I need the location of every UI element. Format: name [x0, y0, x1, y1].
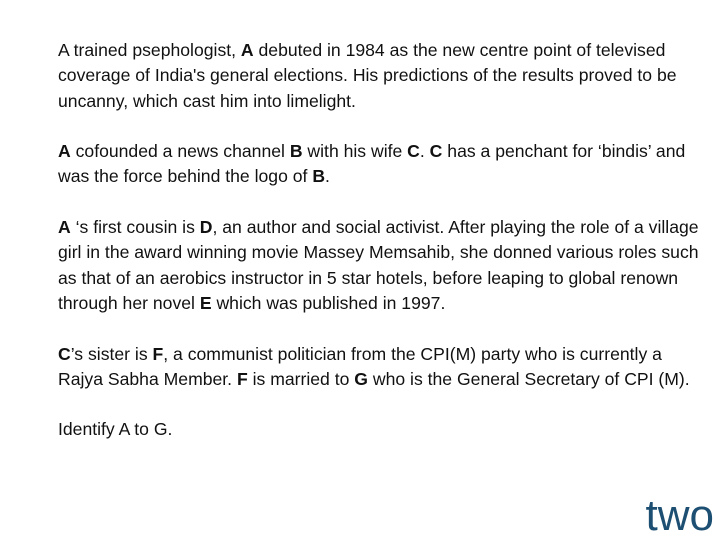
paragraph-2: [58, 139, 708, 190]
text-segment: Identify A to G.: [58, 419, 173, 440]
bold-letter: C: [407, 141, 420, 162]
paragraph-1: [58, 38, 708, 114]
bold-letter: A: [240, 40, 254, 60]
text-segment: .: [419, 141, 430, 162]
bold-letter: C: [429, 141, 443, 162]
bold-letter: A: [58, 141, 71, 162]
text-segment: has a penchant for ‘bindis’ and was the force behind the logo of: [58, 141, 686, 187]
paragraph-3: [58, 215, 708, 316]
bold-letter: C: [58, 343, 71, 364]
text-segment: is married to: [247, 368, 355, 389]
bold-letter: B: [312, 166, 326, 187]
bold-letter: E: [199, 292, 212, 313]
text-segment: ’s sister is: [70, 343, 153, 364]
text-segment: A trained psephologist,: [58, 40, 241, 60]
text-segment: which was published in 1997.: [211, 292, 446, 313]
bold-letter: F: [152, 343, 164, 364]
bold-letter: F: [236, 368, 248, 389]
bold-letter: D: [199, 217, 213, 238]
paragraph-5: [58, 417, 708, 442]
slide-body: [58, 38, 708, 443]
text-segment: cofounded a news channel: [70, 141, 290, 162]
slide-corner-label: two: [645, 491, 714, 540]
text-segment: , an author and social activist. After playing the role of a village girl in the award winning movie Massey Memsahib, she donned various roles such as that of an aerobics instructor in 5 star hotels, before leaping to global renown through her novel: [58, 217, 699, 313]
bold-letter: A: [58, 217, 71, 238]
text-segment: .: [325, 166, 330, 187]
text-segment: , a communist politician from the CPI(M) party who is currently a Rajya Sabha Member.: [58, 343, 662, 389]
text-segment: ‘s first cousin is: [70, 217, 200, 238]
bold-letter: G: [354, 368, 368, 389]
text-segment: with his wife: [302, 141, 408, 162]
text-segment: who is the General Secretary of CPI (M).: [367, 368, 690, 389]
bold-letter: B: [289, 141, 303, 162]
paragraph-4: [58, 342, 708, 393]
text-segment: debuted in 1984 as the new centre point of televised coverage of India's general elections. His predictions of the results proved to be uncanny, which cast him into limelight.: [58, 40, 677, 111]
